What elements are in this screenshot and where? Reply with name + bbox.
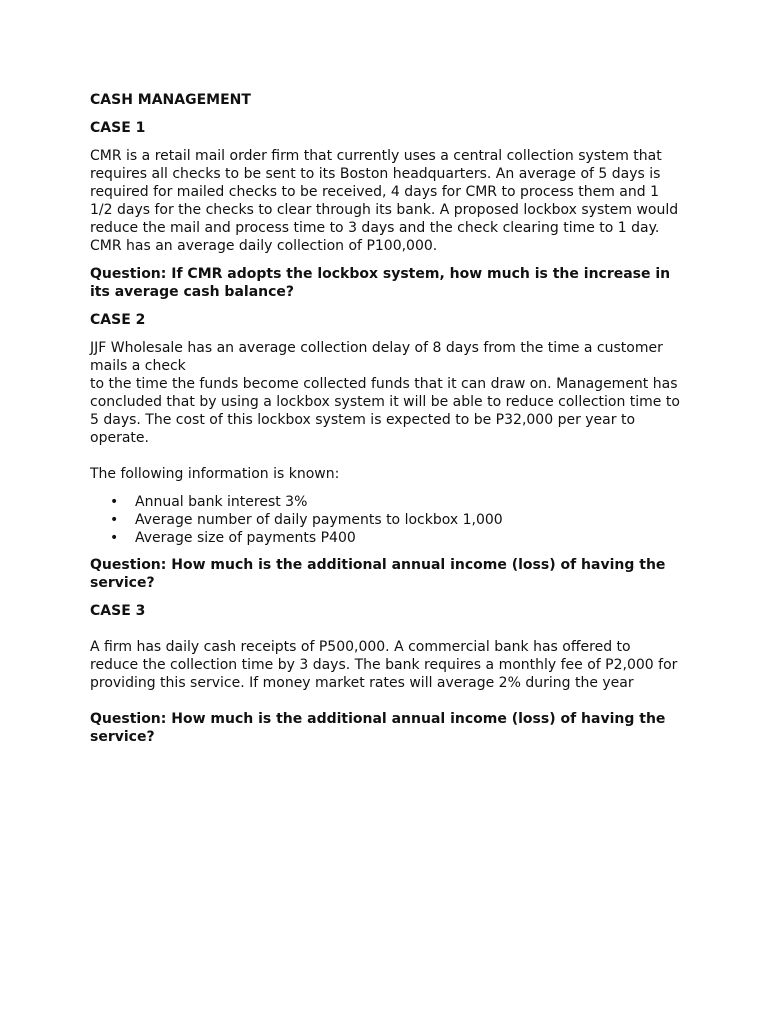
case-3-question: Question: How much is the additional annual income (loss) of having the service? [90, 711, 666, 745]
list-item: • Average number of daily payments to lockbox 1,000 [110, 512, 503, 528]
document-title: CASH MANAGEMENT [90, 92, 251, 108]
case-2-body-line-2: to the time the funds become collected funds that it can draw on. Management has concluded that by using a lockbox system it will be able to reduce collection time to 5 days. The cost of this lockbox system is expected to be P32,000 per year to operate. [90, 376, 680, 446]
case-3-heading: CASE 3 [90, 603, 146, 619]
bullet-icon: • [110, 494, 119, 510]
case-1-body: CMR is a retail mail order firm that currently uses a central collection system that requires all checks to be sent to its Boston headquarters. An average of 5 days is required for mailed checks to be received, 4 days for CMR to process them and 1 1/2 days for the checks to clear through its bank. A proposed lockbox system would reduce the mail and process time to 3 days and the check clearing time to 1 day. CMR has an average daily collection of P100,000. [90, 148, 679, 254]
document-page [90, 91, 680, 746]
list-item: • Average size of payments P400 [110, 530, 356, 546]
case-2-heading: CASE 2 [90, 312, 146, 328]
case-1-question: Question: If CMR adopts the lockbox system, how much is the increase in its average cash balance? [90, 266, 671, 300]
case-3-body: A firm has daily cash receipts of P500,000. A commercial bank has offered to reduce the collection time by 3 days. The bank requires a monthly fee of P2,000 for providing this service. If money market rates will average 2% during the year [90, 639, 678, 691]
case-2-question: Question: How much is the additional annual income (loss) of having the service? [90, 557, 666, 591]
list-item: • Annual bank interest 3% [110, 494, 308, 510]
case-2-body-line-1: JJF Wholesale has an average collection delay of 8 days from the time a customer mails a check [90, 340, 663, 374]
case-1-heading: CASE 1 [90, 120, 146, 136]
bullet-icon: • [110, 512, 119, 528]
case-2-info-intro: The following information is known: [90, 466, 340, 482]
bullet-icon: • [110, 530, 119, 546]
case-2-info-list [90, 493, 680, 547]
